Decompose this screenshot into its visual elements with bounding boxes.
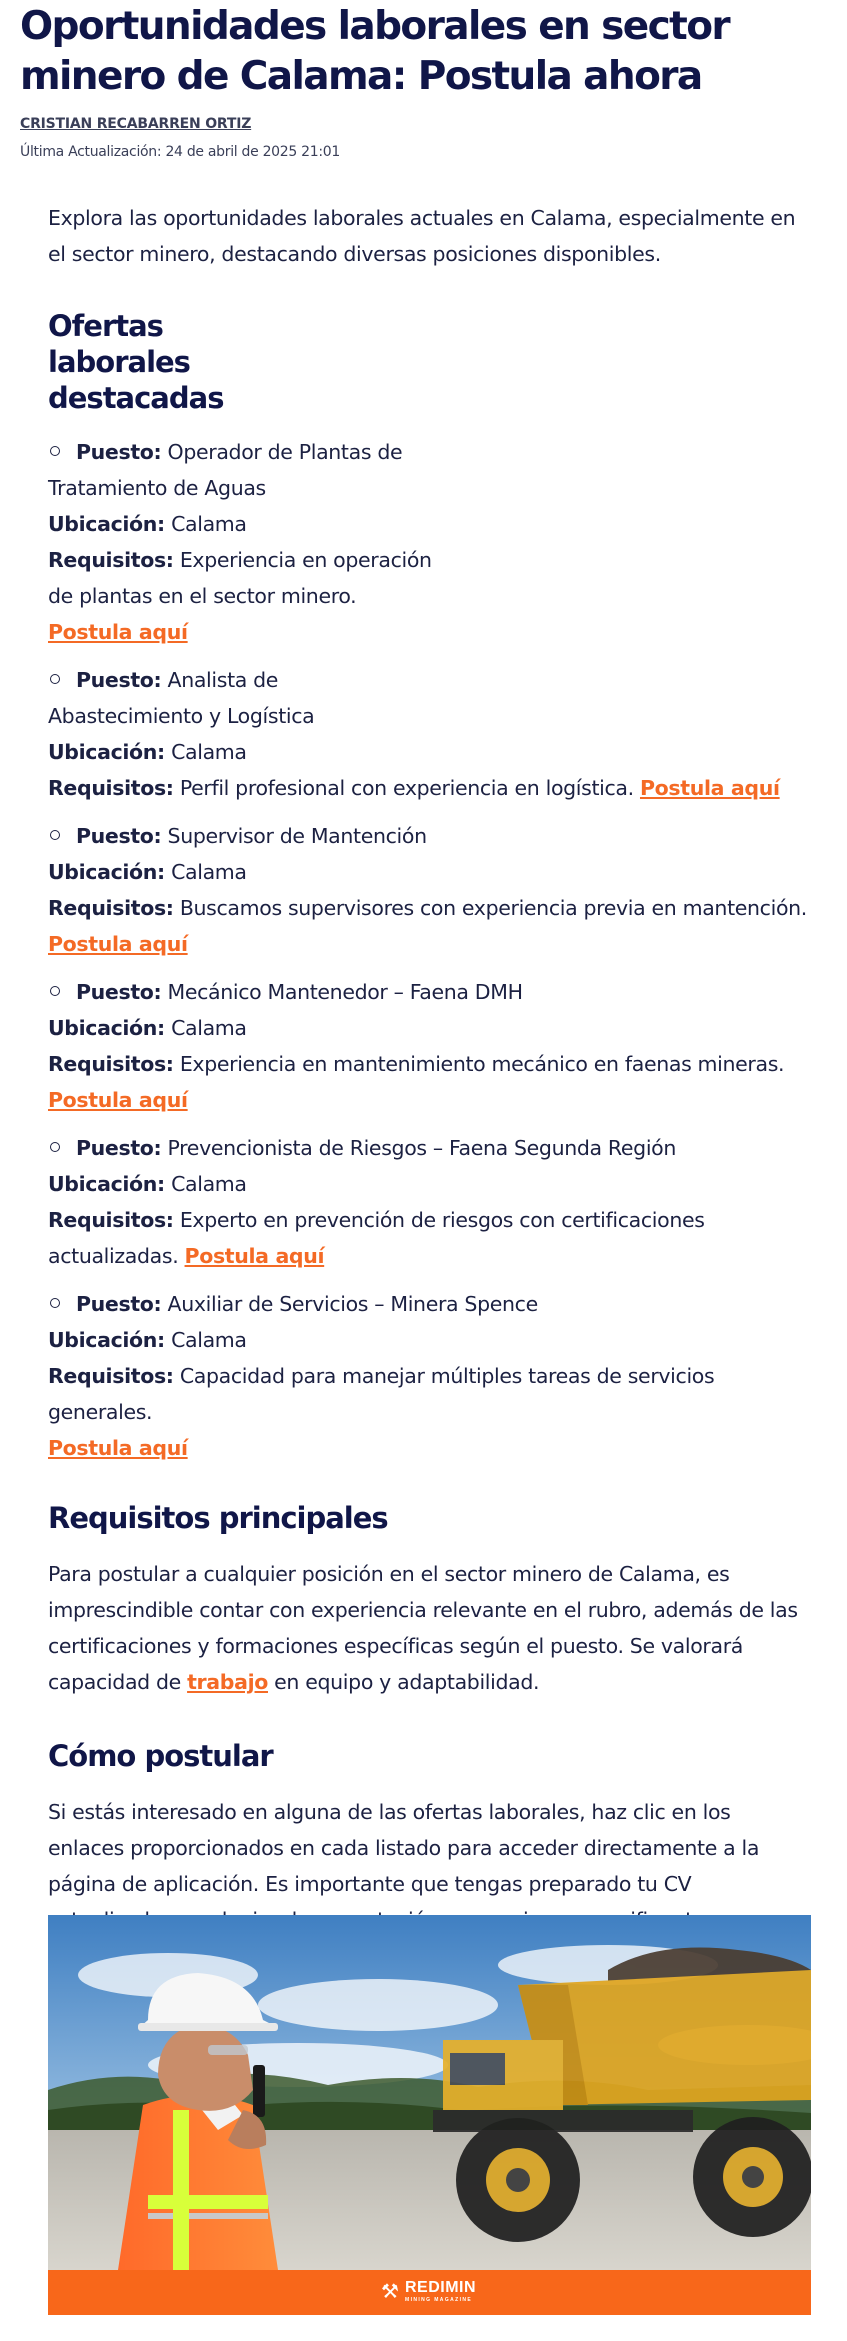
- ubicacion-value: Calama: [171, 1016, 247, 1040]
- mining-photo: [48, 1915, 811, 2270]
- requisitos-value: Experiencia en operación de plantas en el sector minero.: [48, 548, 432, 608]
- apply-link[interactable]: Postula aquí: [48, 932, 188, 956]
- last-updated: Última Actualización: 24 de abril de 2025 21:01: [20, 144, 340, 160]
- apply-link[interactable]: Postula aquí: [184, 1244, 325, 1268]
- brand-name: REDIMIN: [405, 2279, 477, 2296]
- requisitos-label: Requisitos:: [48, 896, 174, 920]
- apply-link[interactable]: Postula aquí: [48, 620, 188, 644]
- bullet-icon: [50, 986, 60, 996]
- how-to-apply-heading: Cómo postular: [48, 1739, 273, 1773]
- job-item: [48, 818, 808, 962]
- bullet-icon: [50, 1298, 60, 1308]
- ubicacion-label: Ubicación:: [48, 1172, 165, 1196]
- job-item: [48, 974, 808, 1118]
- apply-link[interactable]: Postula aquí: [48, 1088, 188, 1112]
- trabajo-link[interactable]: trabajo: [187, 1670, 268, 1694]
- requisitos-value: Experiencia en mantenimiento mecánico en faenas mineras.: [179, 1052, 785, 1076]
- author-link[interactable]: CRISTIAN RECABARREN ORTIZ: [20, 116, 252, 132]
- apply-link[interactable]: Postula aquí: [48, 1436, 188, 1460]
- ubicacion-label: Ubicación:: [48, 512, 165, 536]
- article-title: Oportunidades laborales en sector minero de Calama: Postula ahora: [20, 4, 730, 99]
- requirements-paragraph: Para postular a cualquier posición en el sector minero de Calama, es imprescindible contar con experiencia relevante en el rubro, además de las certificaciones y formaciones específicas según el puesto. Se valorará capacidad de trabajo en equipo y adaptabilidad.: [48, 1562, 798, 1694]
- puesto-label: Puesto:: [76, 668, 162, 692]
- requisitos-value: Capacidad para manejar múltiples tareas de servicios generales.: [48, 1364, 715, 1424]
- puesto-value: Auxiliar de Servicios – Minera Spence: [167, 1292, 538, 1316]
- requisitos-label: Requisitos:: [48, 776, 174, 800]
- puesto-label: Puesto:: [76, 824, 162, 848]
- puesto-label: Puesto:: [76, 440, 162, 464]
- featured-image: [48, 1915, 811, 2315]
- requisitos-label: Requisitos:: [48, 1208, 174, 1232]
- requirements-heading: Requisitos principales: [48, 1501, 388, 1535]
- bullet-icon: [50, 1142, 60, 1152]
- puesto-label: Puesto:: [76, 1136, 162, 1160]
- bullet-icon: [50, 446, 60, 456]
- ubicacion-value: Calama: [171, 860, 247, 884]
- requisitos-value: Buscamos supervisores con experiencia previa en mantención.: [179, 896, 807, 920]
- requisitos-label: Requisitos:: [48, 1052, 174, 1076]
- how-to-apply-paragraph: Si estás interesado en alguna de las ofertas laborales, haz clic en los enlaces proporcionados en cada listado para acceder directamente a la página de aplicación. Es importante que tengas preparado tu CV: [48, 1800, 760, 1896]
- job-item: [48, 434, 448, 650]
- bullet-icon: [50, 674, 60, 684]
- ubicacion-value: Calama: [171, 512, 247, 536]
- brand-banner: [48, 2270, 811, 2315]
- brand-tagline: MINING MAGAZINE: [405, 2297, 473, 2303]
- puesto-value: Mecánico Mantenedor – Faena DMH: [167, 980, 523, 1004]
- requisitos-value: Experto en prevención de riesgos con certificaciones actualizadas.: [48, 1208, 705, 1268]
- requisitos-label: Requisitos:: [48, 1364, 174, 1388]
- ubicacion-label: Ubicación:: [48, 740, 165, 764]
- requisitos-label: Requisitos:: [48, 548, 174, 572]
- apply-link[interactable]: Postula aquí: [639, 776, 780, 800]
- puesto-label: Puesto:: [76, 980, 162, 1004]
- puesto-label: Puesto:: [76, 1292, 162, 1316]
- article-body: [48, 200, 808, 1974]
- requisitos-value: Perfil profesional con experiencia en logística.: [179, 776, 634, 800]
- job-item: [48, 662, 808, 806]
- ubicacion-label: Ubicación:: [48, 860, 165, 884]
- job-item: [48, 1286, 808, 1466]
- ubicacion-label: Ubicación:: [48, 1328, 165, 1352]
- ubicacion-value: Calama: [171, 1172, 247, 1196]
- ubicacion-value: Calama: [171, 1328, 247, 1352]
- job-item: [48, 1130, 808, 1274]
- puesto-value: Supervisor de Mantención: [167, 824, 427, 848]
- crossed-hammers-icon: ⚒: [381, 2279, 399, 2303]
- puesto-value: Prevencionista de Riesgos – Faena Segunda Región: [167, 1136, 676, 1160]
- offers-heading: Ofertas laborales destacadas: [48, 309, 224, 415]
- ubicacion-value: Calama: [171, 740, 247, 764]
- puesto-value: Analista de Abastecimiento y Logística: [48, 668, 315, 728]
- ubicacion-label: Ubicación:: [48, 1016, 165, 1040]
- bullet-icon: [50, 830, 60, 840]
- puesto-value: Operador de Plantas de Tratamiento de Aguas: [48, 440, 403, 500]
- intro-paragraph: Explora las oportunidades laborales actuales en Calama, especialmente en el sector minero, destacando diversas posiciones disponibles.: [48, 206, 796, 266]
